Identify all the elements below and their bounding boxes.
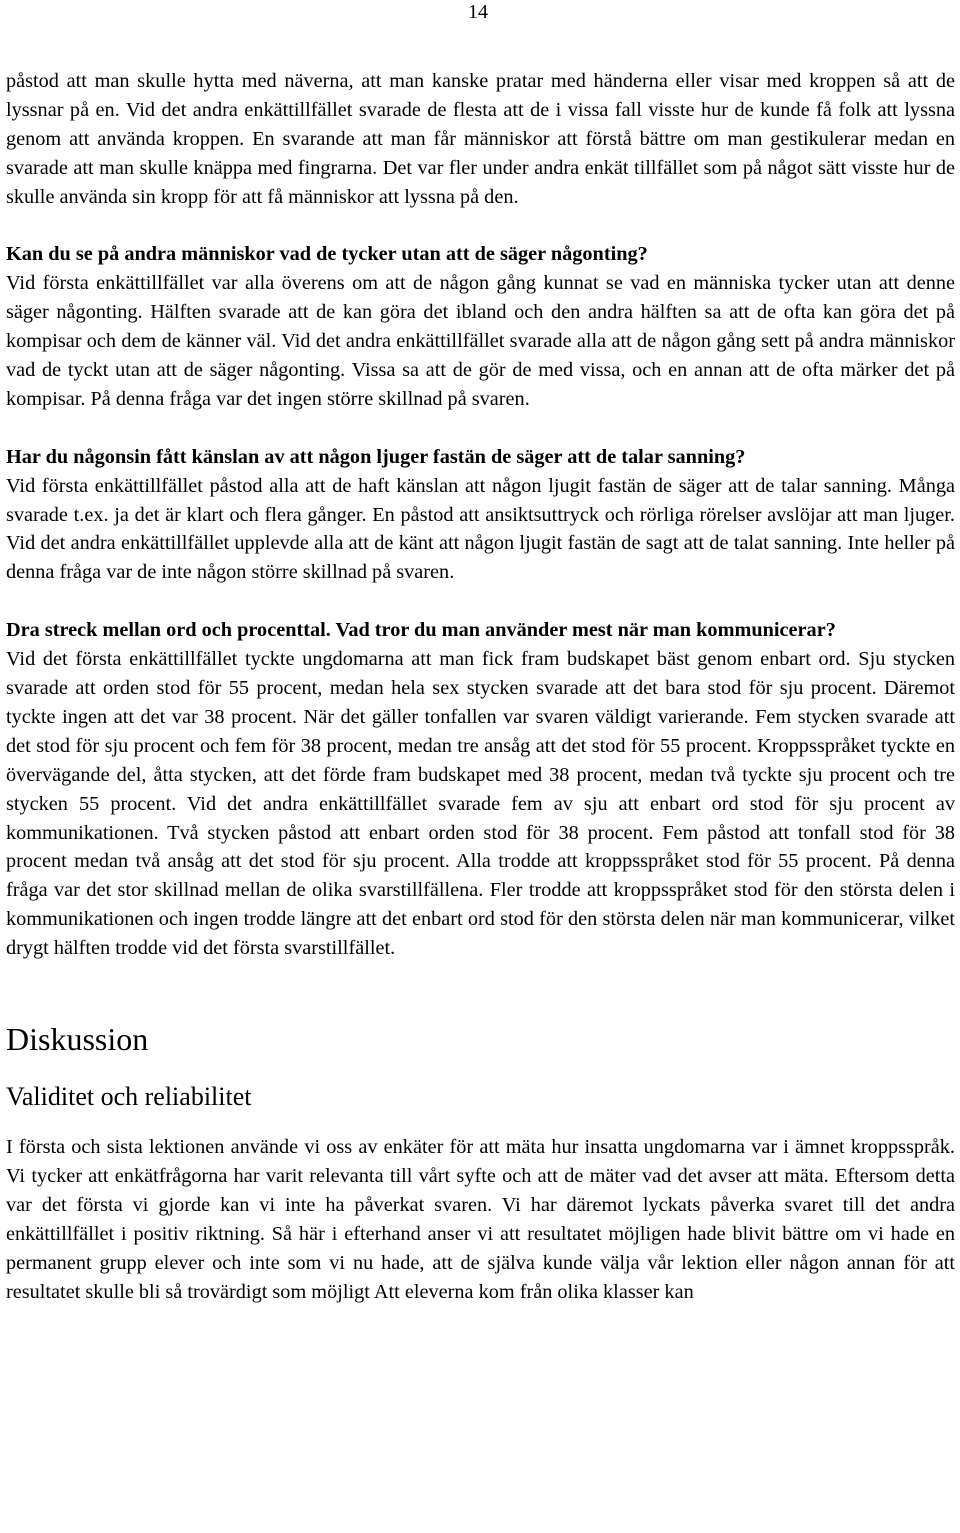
section-heading: Diskussion — [6, 1021, 149, 1058]
intro-paragraph: påstod att man skulle hytta med näverna, att man kanske pratar med händerna eller visar med kroppen så att de lyssnar på en. Vid det andra enkättillfället svarade de flesta att de i vissa fall visste hur de kunde få folk att lyssna genom att använda kroppen. En svarande att man får människor att förstå bättre om man gestikulerar medan en svarade att man skulle knäppa med fingrarna. Det var fler under andra enkät tillfället som på något sätt visste hur de skulle använda sin kropp för att få människor att lyssna på den. — [6, 70, 955, 208]
heading-gap — [6, 1113, 955, 1133]
subsection-heading: Validitet och reliabilitet — [6, 1082, 252, 1112]
paragraph-gap — [6, 414, 955, 443]
section-gap — [6, 963, 955, 1019]
question-heading: Dra streck mellan ord och procenttal. Vad tror du man använder mest när man kommunicerar? — [6, 619, 836, 642]
page-number: 14 — [468, 1, 488, 23]
answer-paragraph: Vid första enkättillfället var alla överens om att de någon gång kunnat se vad en människa tycker utan att denne säger någonting. Hälften svarade att de kan göra det ibland och den andra hälften sa att de ofta kan göra det på kompisar och dem de känner väl. Vid det andra enkättillfället svarade alla att de någon gång sett på andra människor vad de tyckt utan att de säger någonting. Vissa sa att de gör de med vissa, och en annan att de ofta märker det på kompisar. På denna fråga var det ingen större skillnad på svaren. — [6, 272, 955, 410]
paragraph-gap — [6, 587, 955, 616]
answer-paragraph: Vid det första enkättillfället tyckte ungdomarna att man fick fram budskapet bäst genom enbart ord. Sju stycken svarade att orden stod för 55 procent, medan hela sex stycken svarade att det bara stod för sju procent. Däremot tyckte ingen att det var 38 procent. När det gäller tonfallen var svaren väldigt varierande. Fem stycken svarade att det stod för sju procent och fem för 38 procent, medan tre ansåg att det stod för 55 procent. Kroppsspråket tyckte en övervägande del, åtta stycken, att det förde fram budskapet med 38 procent, medan två tyckte sju procent och tre stycken 55 procent. Vid det andra enkättillfället svarade fem av sju att enbart ord stod för sju procent av kommunikationen. Två stycken påstod att enbart orden stod för 38 procent. Fem påstod att tonfall stod för 38 procent medan två ansåg att det stod för sju procent. Alla trodde att kroppsspråket stod för 55 procent. På denna fråga var det stor skillnad mellan de olika svarstillfällena. Fler trodde att kroppsspråket stod för den största delen i kommunikationen och ingen trodde längre att det enbart ord stod för den största delen när man kommunicerar, vilket drygt hälften trodde vid det första svarstillfället. — [6, 648, 955, 960]
paragraph-gap — [6, 212, 955, 241]
answer-paragraph: Vid första enkättillfället påstod alla att de haft känslan att någon ljugit fastän de säger att de talar sanning. Många svarade t.ex. ja det är klart och flera gånger. En påstod att ansiktsuttryck och rörliga rörelser avslöjar att man ljuger. Vid det andra enkättillfället upplevde alla att de känt att någon ljugit fastän de sagt att de talat sanning. Inte heller på denna fråga var de inte någon större skillnad på svaren. — [6, 474, 955, 584]
document-body — [6, 67, 955, 1306]
question-heading: Kan du se på andra människor vad de tycker utan att de säger någonting? — [6, 243, 648, 266]
discussion-paragraph: I första och sista lektionen använde vi oss av enkäter för att mäta hur insatta ungdomarna var i ämnet kroppsspråk. Vi tycker att enkätfrågorna har varit relevanta till vårt syfte och att de mäter vad det avser att mäta. Eftersom detta var det första vi gjorde kan vi inte ha påverkat svaren. Vi har däremot lyckats påverka svaret till det andra enkättillfället i positiv riktning. Så här i efterhand anser vi att resultatet möjligen hade blivit bättre om vi hade en permanent grupp elever och inte som vi nu hade, att de själva kunde välja vår lektion eller någon annan för att resultatet skulle bli så trovärdigt som möjligt Att eleverna kom från olika klasser kan — [6, 1136, 955, 1303]
heading-gap — [6, 1059, 955, 1081]
question-heading: Har du någonsin fått känslan av att någon ljuger fastän de säger att de talar sanning? — [6, 445, 746, 468]
